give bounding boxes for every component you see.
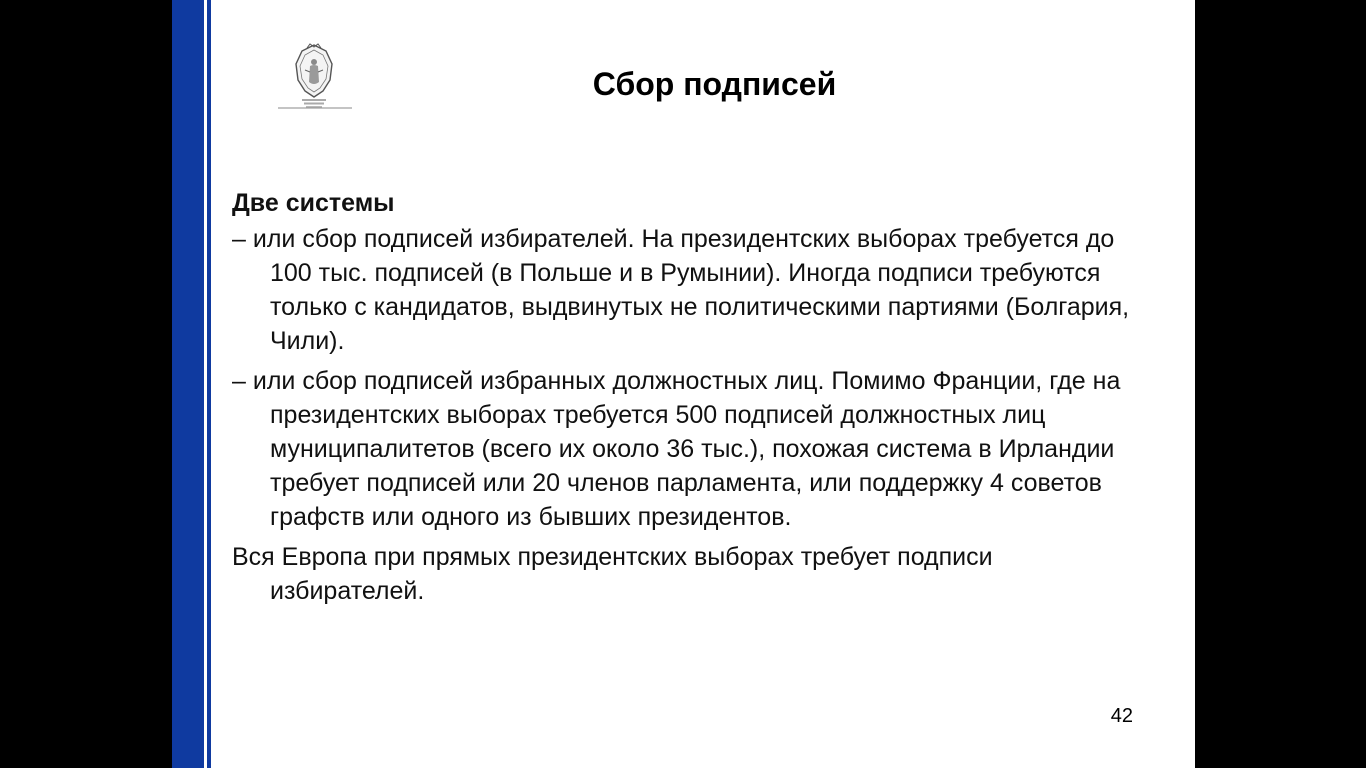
paragraph-europe-summary: Вся Европа при прямых президентских выборах требует подписи избирателей. (232, 543, 993, 605)
left-accent-bar (172, 0, 204, 768)
left-accent-thin-bar (207, 0, 211, 768)
paragraph-voter-signatures: – или сбор подписей избирателей. На президентских выборах требуется до 100 тыс. подписей (в Польше и в Румынии). Иногда подписи требуются только с кандидатов, выдвинутых не политическими партиями (Болгария, Чили). (232, 225, 1130, 355)
university-seal-icon (274, 42, 354, 112)
slide-title: Сбор подписей (592, 66, 837, 102)
slide-subheading: Две системы (232, 189, 395, 217)
slide-body (232, 186, 1152, 614)
paragraph-officials-signatures: – или сбор подписей избранных должностных лиц. Помимо Франции, где на президентских выборах требуется 500 подписей должностных лиц муниципалитетов (всего их около 36 тыс.), похожая система в Ирландии требует подписей или 20 членов парламента, или поддержку 4 советов графств или одного из бывших президентов. (232, 367, 1121, 531)
presentation-slide (172, 0, 1195, 768)
page-number: 42 (1110, 705, 1133, 727)
